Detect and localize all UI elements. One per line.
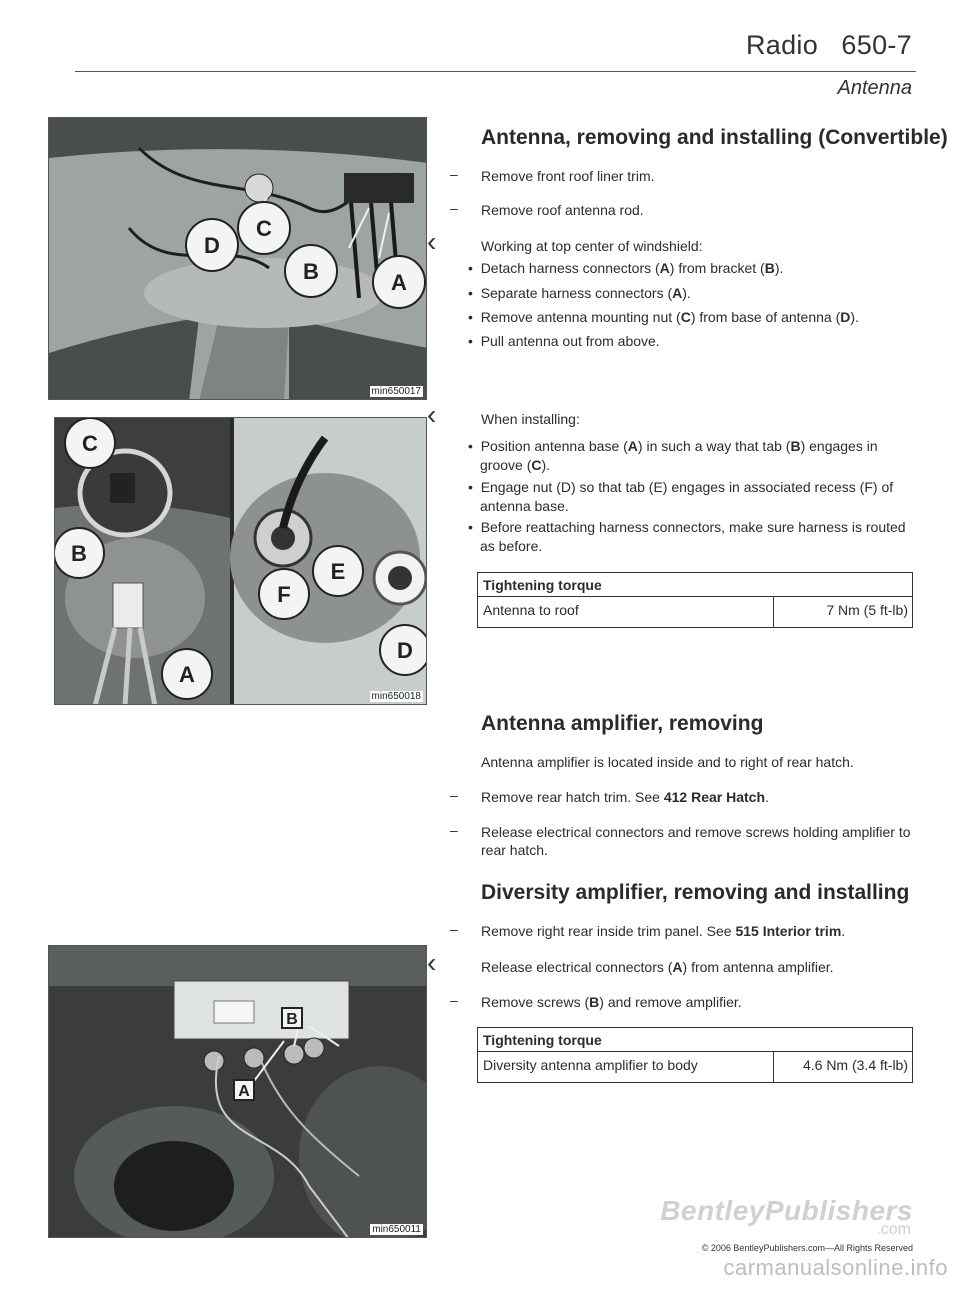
site-watermark: carmanualsonline.info xyxy=(723,1255,948,1280)
copyright-notice: © 2006 BentleyPublishers.com—All Rights Reserved xyxy=(701,1243,913,1253)
photo-diversity-amplifier xyxy=(48,945,427,1238)
svg-text:D: D xyxy=(397,638,413,663)
left-arrow-icon: ‹ xyxy=(427,947,437,978)
svg-text:F: F xyxy=(277,582,291,607)
step-remove-rear-hatch-trim: Remove rear hatch trim. See 412 Rear Hatch. xyxy=(481,789,769,805)
callout-b-square xyxy=(282,1008,302,1028)
photo-id-label: min650011 xyxy=(372,1224,421,1235)
table-row xyxy=(478,597,912,627)
torque-table-header: Tightening torque xyxy=(478,573,912,597)
page-title: Radio 650-7 xyxy=(745,30,912,60)
bullet-reattach-harness: • Before reattaching harness connectors, make sure harness is routed as before. xyxy=(468,519,906,554)
step-working-at-windshield: Working at top center of windshield: xyxy=(481,238,703,254)
torque-value: 7 Nm (5 ft-lb) xyxy=(826,602,908,618)
svg-text:B: B xyxy=(303,259,319,284)
bullet-separate-connectors: • Separate harness connectors (A). xyxy=(468,285,691,301)
step-release-connectors-hatch: Release electrical connectors and remove screws holding amplifier to rear hatch. xyxy=(481,824,911,858)
step-dash: – xyxy=(450,822,458,838)
step-dash: – xyxy=(450,166,458,182)
torque-label: Antenna to roof xyxy=(478,597,774,627)
callout-e xyxy=(313,546,363,596)
callouts-layer xyxy=(49,946,427,1238)
section-heading-antenna-convertible: Antenna, removing and installing (Convertible) xyxy=(481,126,948,149)
left-arrow-icon: ‹ xyxy=(427,226,437,257)
svg-text:B: B xyxy=(71,541,87,566)
step-remove-right-rear-trim: Remove right rear inside trim panel. See 515 Interior trim. xyxy=(481,923,846,939)
torque-table-diversity xyxy=(477,1027,913,1083)
page-subtitle: Antenna xyxy=(837,77,912,99)
table-row xyxy=(478,1052,912,1082)
svg-text:E: E xyxy=(330,559,346,584)
callout-a xyxy=(162,649,212,699)
callouts-layer xyxy=(49,118,427,400)
photo-antenna-base xyxy=(54,417,427,705)
svg-text:A: A xyxy=(238,1083,250,1100)
callout-b xyxy=(285,245,337,297)
step-release-connectors-amplifier: Release electrical connectors (A) from antenna amplifier. xyxy=(481,959,834,975)
bullet-pull-antenna: • Pull antenna out from above. xyxy=(468,333,660,349)
torque-table-antenna xyxy=(477,572,913,628)
svg-text:D: D xyxy=(204,233,220,258)
callout-f xyxy=(259,569,309,619)
photo-id-label: min650018 xyxy=(371,691,421,702)
logo-text: BentleyPublishers xyxy=(660,1195,913,1226)
svg-text:C: C xyxy=(82,431,98,456)
step-remove-screws: Remove screws (B) and remove amplifier. xyxy=(481,994,742,1010)
bullet-remove-mounting-nut: • Remove antenna mounting nut (C) from base of antenna (D). xyxy=(468,309,859,325)
bullet-position-antenna-base: • Position antenna base (A) in such a way that tab (B) engages in groove (C). xyxy=(468,438,878,473)
svg-text:C: C xyxy=(256,216,272,241)
step-dash: – xyxy=(450,992,458,1008)
callout-c xyxy=(65,418,115,468)
header-divider xyxy=(75,71,916,72)
torque-table-header: Tightening torque xyxy=(478,1028,912,1052)
callout-a-square xyxy=(234,1080,254,1100)
amplifier-location-text: Antenna amplifier is located inside and to right of rear hatch. xyxy=(481,754,854,770)
callout-d xyxy=(186,219,238,271)
step-dash: – xyxy=(450,921,458,937)
step-dash: – xyxy=(450,787,458,803)
svg-text:A: A xyxy=(179,662,195,687)
step-dash: – xyxy=(450,200,458,216)
callout-c xyxy=(238,202,290,254)
callouts-layer xyxy=(55,418,427,705)
callout-b xyxy=(55,528,104,578)
torque-label: Diversity antenna amplifier to body xyxy=(478,1052,774,1082)
left-arrow-icon: ‹ xyxy=(427,399,437,430)
callout-a xyxy=(373,256,425,308)
step-remove-antenna-rod: Remove roof antenna rod. xyxy=(481,202,644,218)
svg-text:A: A xyxy=(391,270,407,295)
photo-windshield-antenna xyxy=(48,117,427,400)
photo-id-label: min650017 xyxy=(371,386,421,397)
bullet-detach-connectors: • Detach harness connectors (A) from bracket (B). xyxy=(468,260,784,276)
logo-com-text: .com xyxy=(876,1221,911,1238)
section-heading-antenna-amplifier: Antenna amplifier, removing xyxy=(481,712,764,735)
svg-text:B: B xyxy=(286,1011,298,1028)
step-when-installing: When installing: xyxy=(481,411,580,427)
section-heading-diversity-amplifier: Diversity amplifier, removing and installing xyxy=(481,881,910,904)
callout-d xyxy=(380,625,427,675)
bullet-engage-nut: • Engage nut (D) so that tab (E) engages in associated recess (F) of antenna base. xyxy=(468,479,894,514)
step-remove-roof-liner: Remove front roof liner trim. xyxy=(481,168,655,184)
torque-value: 4.6 Nm (3.4 ft-lb) xyxy=(802,1057,908,1073)
